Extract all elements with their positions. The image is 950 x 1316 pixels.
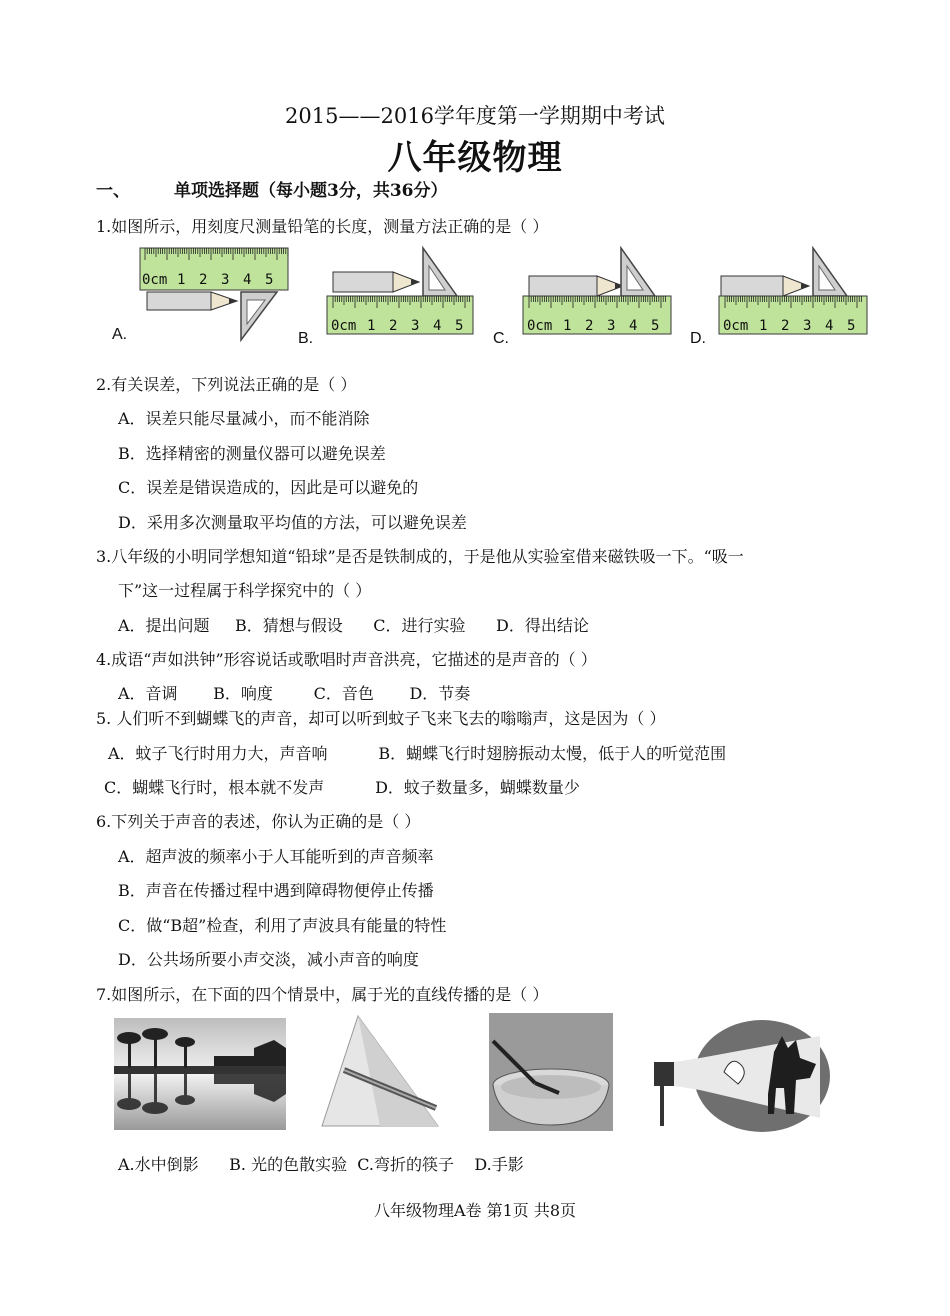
ruler-tick-label: 3	[803, 318, 812, 334]
figure-label-a: A.	[112, 326, 128, 343]
question-4-stem: 4.成语“声如洪钟”形容说话或歌唱时声音洪亮，它描述的是声音的（ ）	[96, 650, 597, 669]
section-heading	[96, 176, 448, 201]
figure-a-pencil	[147, 292, 237, 310]
question-2-option-c: C．误差是错误造成的，因此是可以避免的	[118, 478, 419, 497]
hand-shadow-photo	[650, 1018, 830, 1134]
figure-label-c: C.	[493, 330, 509, 347]
question-6-option-c: C．做“B超”检查，利用了声波具有能量的特性	[118, 916, 447, 935]
ruler-tick-label: 4	[243, 272, 252, 288]
question-6-option-a: A．超声波的频率小于人耳能听到的声音频率	[118, 847, 434, 866]
question-2-stem: 2.有关误差，下列说法正确的是（ ）	[96, 375, 357, 394]
ruler-tick-label: 0cm	[527, 318, 553, 334]
bent-chopstick-photo	[489, 1013, 613, 1131]
ruler-tick-label: 2	[389, 318, 398, 334]
figure-c	[523, 248, 671, 334]
question-2-option-a: A．误差只能尽量减小，而不能消除	[118, 409, 370, 428]
page-footer: 八年级物理A卷 第1页 共8页	[373, 1201, 577, 1220]
question-5-options-line1: A．蚊子飞行时用力大，声音响 B．蝴蝶飞行时翅膀振动太慢，低于人的听觉范围	[108, 744, 727, 763]
subject-title: 八年级物理	[387, 138, 563, 178]
question-6-option-d: D．公共场所要小声交淡，减小声音的响度	[118, 950, 419, 969]
question-4-options: A．音调 B．响度 C．音色 D．节奏	[118, 684, 471, 703]
question-6-option-b: B．声音在传播过程中遇到障碍物便停止传播	[118, 881, 434, 900]
ruler-tick-label: 2	[585, 318, 594, 334]
question-3-stem-line2: 下”这一过程属于科学探究中的（ ）	[118, 581, 372, 600]
ruler-tick-label: 0cm	[142, 272, 168, 288]
ruler-tick-label: 3	[221, 272, 230, 288]
ruler-tick-label: 1	[177, 272, 186, 288]
question-1-stem: 1.如图所示，用刻度尺测量铅笔的长度，测量方法正确的是（ ）	[96, 217, 549, 236]
question-3-stem-line1: 3.八年级的小明同学想知道“铅球”是否是铁制成的，于是他从实验室借来磁铁吸一下。“吸一	[96, 547, 744, 566]
ruler-tick-label: 4	[433, 318, 442, 334]
ruler-tick-label: 4	[629, 318, 638, 334]
section-number: 一、	[96, 181, 130, 201]
ruler-tick-label: 5	[455, 318, 464, 334]
ruler-tick-label: 1	[759, 318, 768, 334]
ruler-tick-label: 1	[367, 318, 376, 334]
ruler-tick-label: 0cm	[723, 318, 749, 334]
figure-label-d: D.	[690, 330, 706, 347]
ruler-tick-label: 5	[265, 272, 274, 288]
ruler-tick-label: 5	[847, 318, 856, 334]
ruler-tick-label: 2	[781, 318, 790, 334]
ruler-tick-label: 3	[411, 318, 420, 334]
ruler-tick-label: 0cm	[331, 318, 357, 334]
question-5-options-line2: C．蝴蝶飞行时，根本就不发声 D．蚊子数量多，蝴蝶数量少	[104, 778, 580, 797]
question-7-caption: A.水中倒影 B. 光的色散实验 C.弯折的筷子 D.手影	[118, 1155, 524, 1174]
section-title: 单项选择题（每小题3分，共36分）	[174, 181, 448, 201]
question-6-stem: 6.下列关于声音的表述，你认为正确的是（ ）	[96, 812, 421, 831]
question-2-option-d: D．采用多次测量取平均值的方法，可以避免误差	[118, 513, 467, 532]
figure-label-b: B.	[298, 330, 314, 347]
prism-photo	[318, 1012, 440, 1130]
figure-b	[327, 248, 473, 334]
reflection-photo	[114, 1018, 286, 1130]
question-5-stem: 5. 人们听不到蝴蝶飞的声音，却可以听到蚊子飞来飞去的嗡嗡声，这是因为（ ）	[96, 709, 666, 728]
exam-title: 2015——2016学年度第一学期期中考试	[285, 104, 665, 128]
ruler-tick-label: 1	[563, 318, 572, 334]
ruler-tick-label: 5	[651, 318, 660, 334]
ruler-tick-label: 4	[825, 318, 834, 334]
figure-d	[719, 248, 867, 334]
ruler-tick-label: 2	[199, 272, 208, 288]
question-3-options: A．提出问题 B．猜想与假设 C．进行实验 D．得出结论	[118, 616, 589, 635]
figure-a-ruler	[140, 248, 288, 290]
question-7-stem: 7.如图所示，在下面的四个情景中，属于光的直线传播的是（ ）	[96, 985, 549, 1004]
figure-a-triangle	[241, 292, 277, 340]
question-2-option-b: B．选择精密的测量仪器可以避免误差	[118, 444, 386, 463]
ruler-tick-label: 3	[607, 318, 616, 334]
